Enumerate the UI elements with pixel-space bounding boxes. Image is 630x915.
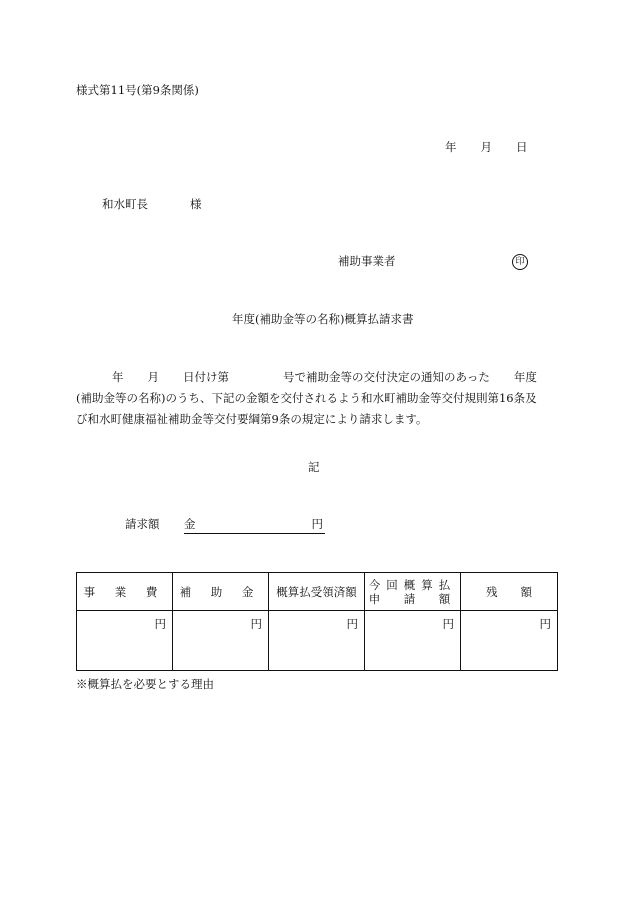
recipient: [102, 199, 202, 211]
amount-table: [76, 572, 558, 671]
recipient-honorific: 様: [190, 197, 202, 211]
header-zangaku: 残 額: [461, 573, 558, 611]
cell-hojokin: 円: [173, 611, 269, 671]
header-konkai: 今回概算払 申 請 額: [365, 573, 461, 611]
seal-mark: 印: [512, 254, 528, 270]
header-juryouzumi: 概算払受領済額: [269, 573, 365, 611]
body-line-1: [76, 367, 553, 388]
applicant-label: 補助事業者: [338, 254, 396, 268]
date-line: [445, 142, 528, 154]
body-month: 月: [147, 370, 159, 384]
request-amount-prefix: 金: [184, 517, 196, 531]
document-title: 年度(補助金等の名称)概算払請求書: [232, 312, 414, 326]
reason-label: ※概算払を必要とする理由: [76, 677, 214, 691]
body-year: 年: [112, 370, 124, 384]
recipient-name: 和水町長: [102, 197, 148, 211]
cell-zangaku: 円: [461, 611, 558, 671]
table-header-row: [77, 573, 558, 611]
cell-juryouzumi: 円: [269, 611, 365, 671]
body-date-no: 日付け第: [183, 370, 229, 384]
cell-konkai: 円: [365, 611, 461, 671]
ki-heading: 記: [308, 460, 320, 474]
table-row: [77, 611, 558, 671]
header-hojokin: 補 助 金: [173, 573, 269, 611]
request-amount-field: [184, 519, 325, 534]
body-notice: 号で補助金等の交付決定の通知のあった: [283, 370, 490, 384]
body-text: [76, 367, 553, 430]
header-jigyouhi: 事 業 費: [77, 573, 173, 611]
body-line-3: び和水町健康福祉補助金等交付要綱第9条の規定により請求します。: [76, 412, 428, 426]
cell-jigyouhi: 円: [77, 611, 173, 671]
request-amount-unit: 円: [311, 517, 323, 531]
date-year-label: 年: [445, 140, 457, 154]
date-day-label: 日: [516, 140, 528, 154]
request-amount-label: 請求額: [125, 517, 160, 531]
body-line-2: (補助金等の名称)のうち、下記の金額を交付されるよう和水町補助金等交付規則第16条及: [76, 391, 537, 405]
body-fiscal-year: 年度: [513, 370, 537, 384]
form-number: 様式第11号(第9条関係): [76, 83, 199, 97]
date-month-label: 月: [480, 140, 492, 154]
